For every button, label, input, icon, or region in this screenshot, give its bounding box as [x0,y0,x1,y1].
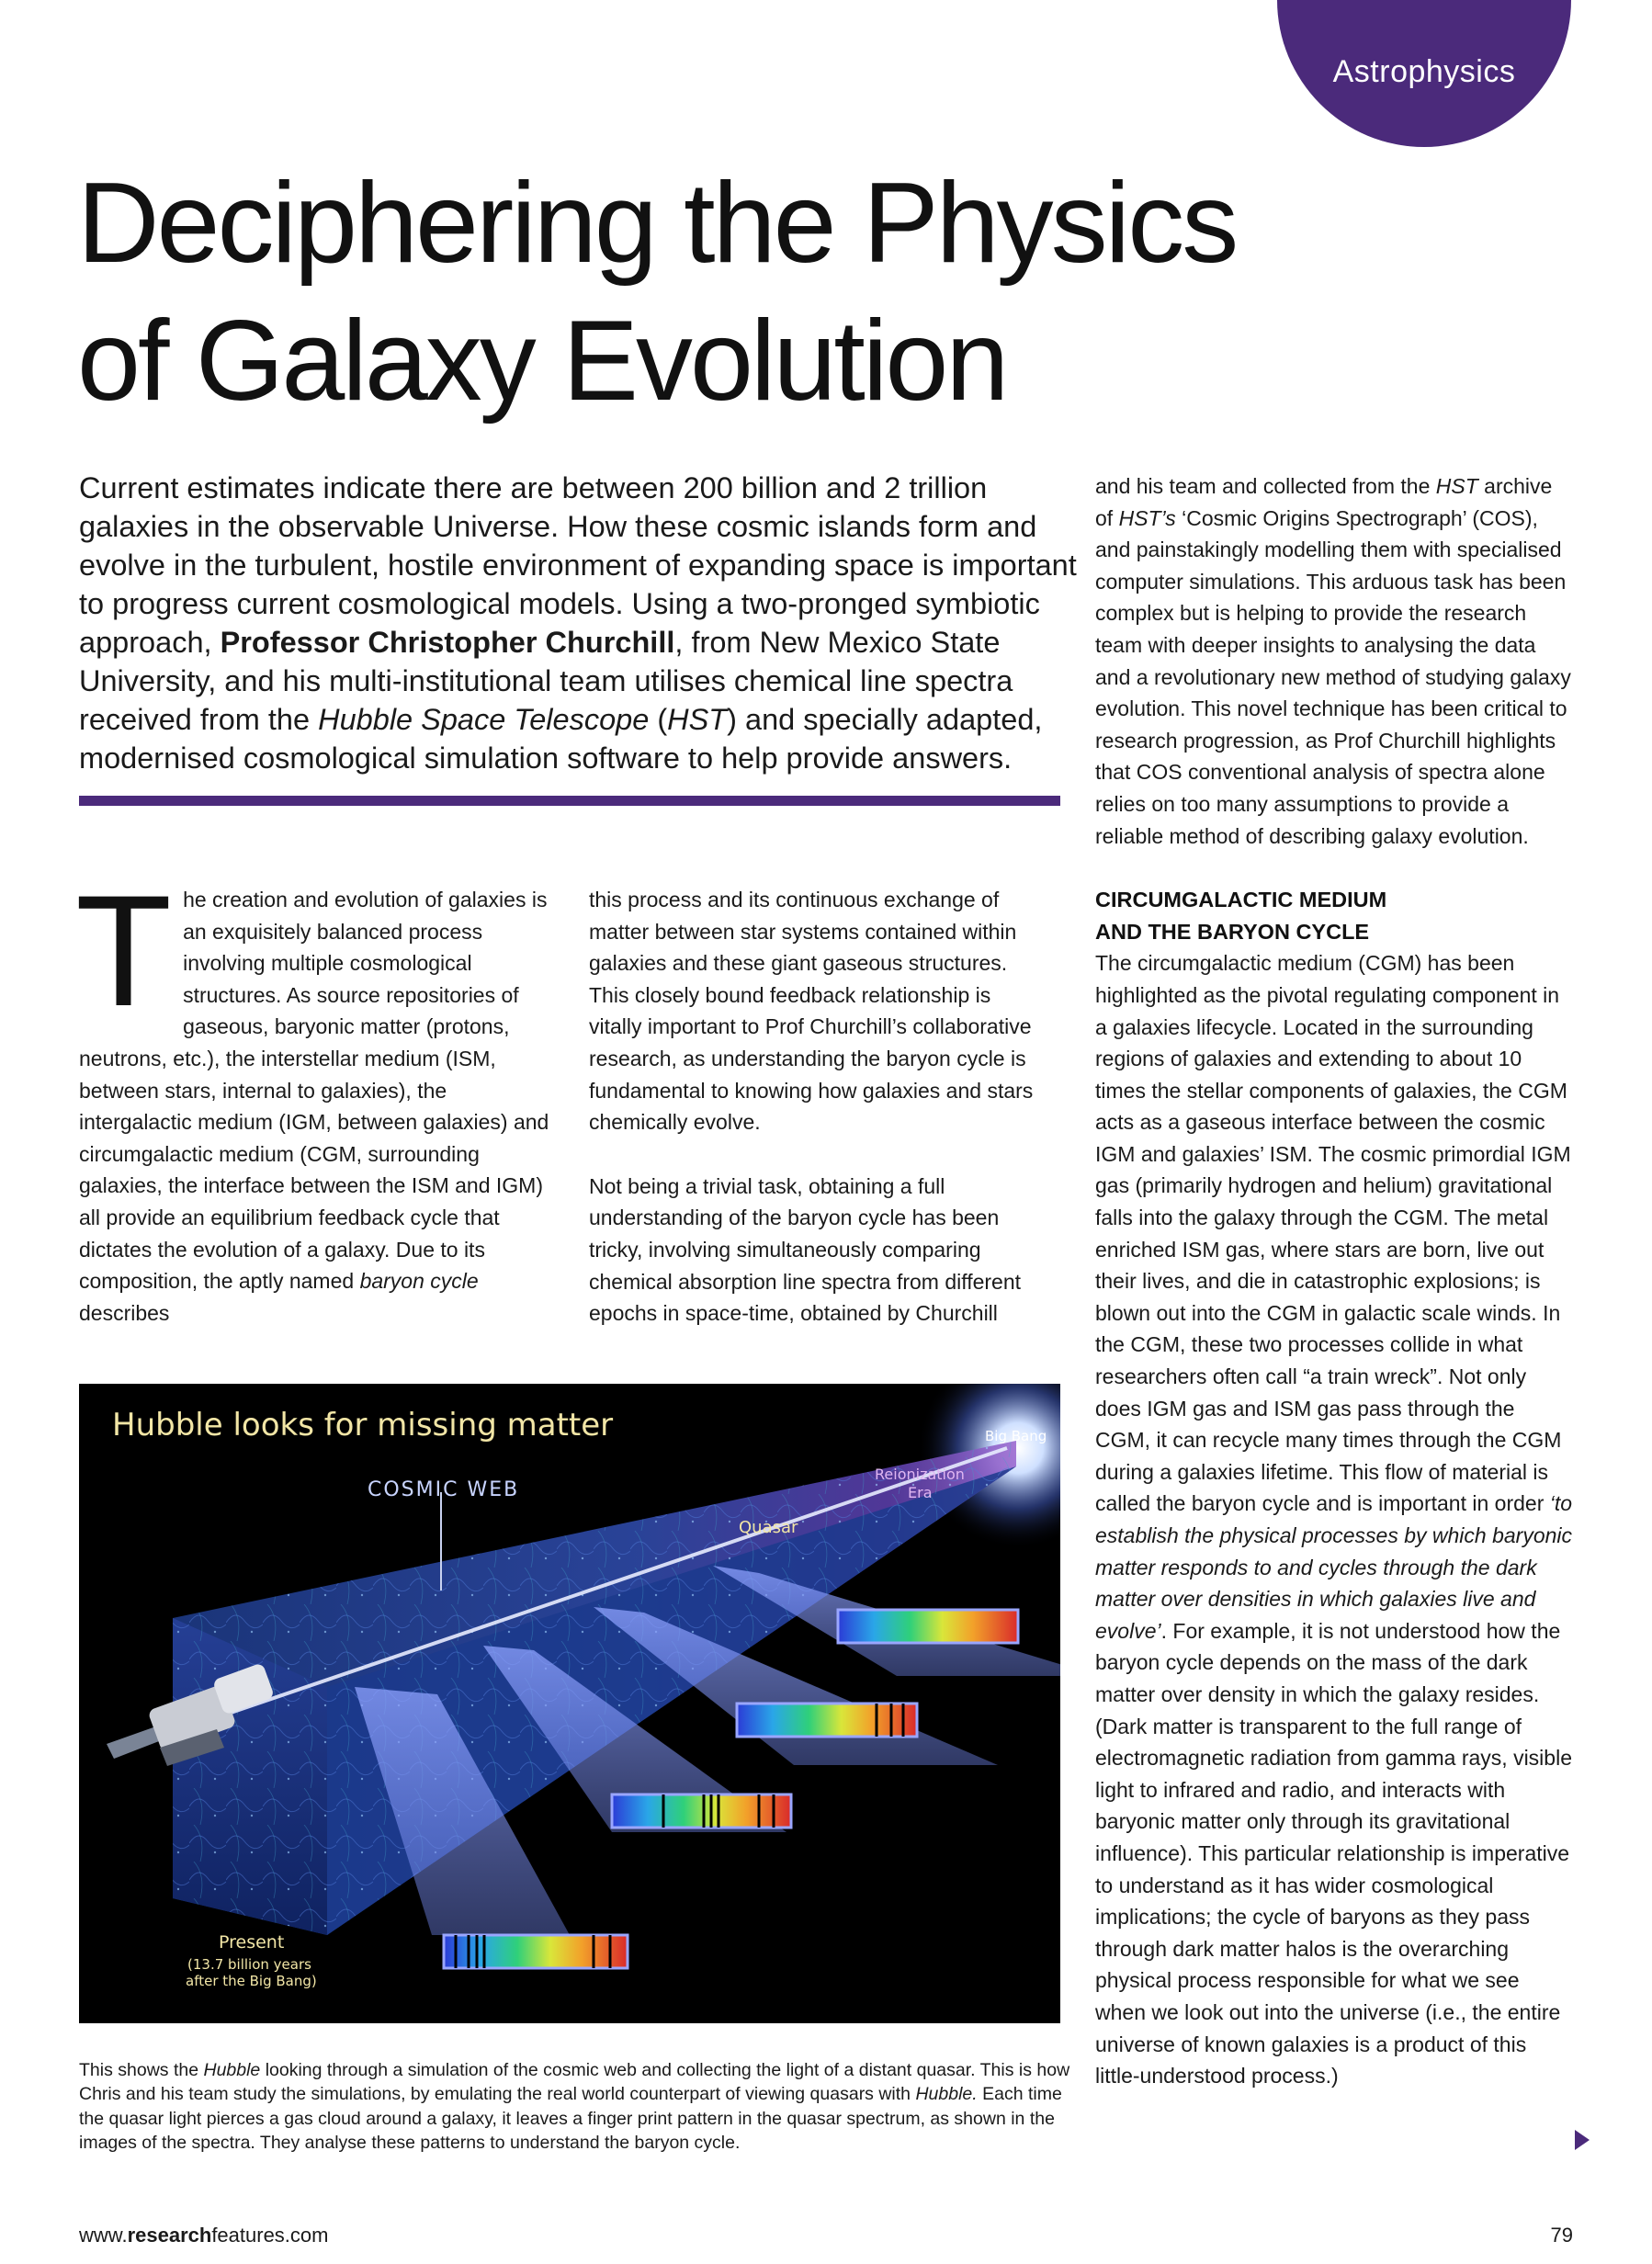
illustration-title: Hubble looks for missing matter [112,1407,614,1443]
body-text: and his team and collected from the [1095,474,1436,498]
section-heading [1095,884,1573,947]
body-text: ‘Cosmic Origins Spectrograph’ (COS), and painstakingly modelling them with specialised computer simulations. This arduous task has been complex but is helping to provide the research team with deeper insights to analysing the data and a revolutionary new method of studying galaxy evolution. This novel technique has been critical to research progression, as Prof Churchill highlights that COS conventional analysis of spectra alone relies on too many assumptions to provide a reliable method of describing galaxy evolution. [1095,505,1571,848]
intro-text: Current estimates indicate there are between 200 billion and 2 trillion galaxies in the observable Universe. How these cosmic islands form and evolve in the turbulent, hostile environment of expanding space is important to progress current cosmological models. Using a two-pronged symbiotic approach, [79,471,1077,659]
present-sub-label: (13.7 billion years [187,1956,311,1973]
body-column-2 [589,884,1048,1330]
present-label: Present [219,1932,285,1953]
caption-text: Each time the quasar light pierces a gas cloud around a galaxy, it leaves a finger print pattern in the quasar spectrum, as shown in the images of the spectra. They analyse these patterns to understand the baryon cycle. [79,2084,1062,2154]
hubble-illustration-graphic [79,1384,1060,2023]
footer-website [79,2224,328,2247]
intro-telescope-name: Hubble Space Telescope [318,703,650,736]
body-quote: ‘to establish the physical processes by which baryonic matter responds to and cycles through the dark matter over densities in which galaxies live and evolve’ [1095,1491,1573,1643]
body-text: describes [79,1300,170,1325]
big-bang-label: Big Bang [985,1428,1047,1444]
article-intro [79,469,1081,777]
body-paragraph: Not being a trivial task, obtaining a full understanding of the baryon cycle has been tricky, involving simultaneously comparing chemical absorption line spectra from different epochs in space-time, obtained by Churchill [589,1173,1022,1326]
paragraph-gap [589,1138,1048,1171]
reionization-label: Reionization [875,1466,965,1483]
body-emphasis: HST [1435,474,1478,498]
body-column-3 [1095,470,1573,2092]
footer-url-prefix: www. [79,2224,128,2247]
section-badge [1277,0,1571,147]
body-column-1 [75,863,549,1329]
intro-text: ( [649,703,668,736]
body-paragraph: this process and its continuous exchange of matter between star systems contained within galaxies and these giant gaseous structures. This closely bound feedback relationship is vitally important to Prof Churchill’s collaborative research, as understanding the baryon cycle is fundamental to knowing how galaxies and stars chemically evolve. [589,888,1034,1135]
intro-text: , from New Mexico State University, and his multi-institutional team utilises chemical line spectra received from the [79,626,1013,736]
quasar-label: Quasar [739,1518,798,1537]
page-number: 79 [1550,2224,1573,2247]
body-text: archive of [1095,474,1553,530]
section-heading-line2: AND THE BARYON CYCLE [1095,919,1370,944]
reionization-era-label: Era [908,1484,933,1501]
intro-text: ) and specially adapted, modernised cosmological simulation software to help provide answers. [79,703,1043,775]
figure-caption [79,2058,1071,2156]
body-text: . For example, it is not understood how the baryon cycle depends on the mass of the dark matter over density in which the galaxy resides. (Dark matter is transparent to the full range of electromagnetic radiation from gamma rays, visible light to infrared and radio, and interacts with baryonic matter only through its gravitational influence). This particular relationship is imperative to understand as it has wider cosmological implications; the cycle of baryons as they pass through dark matter halos is the overarching physical process responsible for what we see when we look out into the universe (i.e., the entire universe of known galaxies is a product of this little-understood process.) [1095,1618,1572,2089]
paragraph-gap [1095,852,1573,884]
body-paragraph [1095,470,1573,852]
body-paragraph [75,863,549,1329]
caption-emphasis: Hubble [203,2060,261,2080]
footer-url-suffix: features.com [211,2224,329,2247]
continue-arrow-icon [1575,2130,1590,2150]
caption-text: looking through a simulation of the cosmic web and collecting the light of a distant quasar. This is how Chris and his team study the simulations, by emulating the real world counterpart of viewing quasars with [79,2060,1070,2105]
caption-emphasis: Hubble. [915,2084,978,2105]
intro-author-name: Professor Christopher Churchill [220,626,675,659]
body-text: The circumgalactic medium (CGM) has been highlighted as the pivotal regulating component in a galaxies lifecycle. Located in the surrounding regions of galaxies and extending to about 10 times the stellar components of galaxies, the CGM acts as a gaseous interface between the cosmic IGM and galaxies’ ISM. The cosmic primordial IGM gas (primarily hydrogen and helium) gravitational falls into the galaxy through the CGM. The metal enriched ISM gas, where stars are born, live out their lives, and die in catastrophic explosions; is blown out into the CGM in galactic scale winds. In the CGM, these two processes collide in what researchers often call “a train wreck”. Not only does IGM gas and ISM gas pass through the CGM, it can recycle many times through the CGM during a galaxies lifetime. This flow of material is called the baryon cycle and is important in order [1095,951,1571,1516]
body-paragraph [1095,947,1573,2091]
intro-telescope-abbr: HST [667,703,728,736]
present-sub-label: after the Big Bang) [186,1973,317,1989]
body-emphasis: HST’s [1118,505,1176,530]
hubble-illustration [79,1384,1060,2023]
caption-text: This shows the [79,2060,204,2080]
article-title-line1: Deciphering the Physics [77,160,1237,287]
drop-cap: T [75,863,173,1039]
section-badge-label: Astrophysics [1332,54,1516,89]
body-emphasis: baryon cycle [359,1269,479,1294]
body-text: he creation and evolution of galaxies is an exquisitely balanced process involving multiple cosmological structures. As source repositories of gaseous, baryonic matter (protons, neutrons, etc.), the interstellar medium (ISM, between stars, internal to galaxies), the intergalactic medium (IGM, between galaxies) and circumgalactic medium (CGM, surrounding galaxies, the interface between the ISM and IGM) all provide an equilibrium feedback cycle that dictates the evolution of a galaxy. Due to its composition, the aptly named [79,888,549,1294]
article-title [77,154,1318,430]
intro-divider [79,796,1060,806]
cosmic-web-label: COSMIC WEB [368,1478,520,1501]
footer-url-brand: research [127,2224,212,2247]
article-title-line2: of Galaxy Evolution [77,298,1007,424]
section-heading-line1: CIRCUMGALACTIC MEDIUM [1095,888,1387,912]
